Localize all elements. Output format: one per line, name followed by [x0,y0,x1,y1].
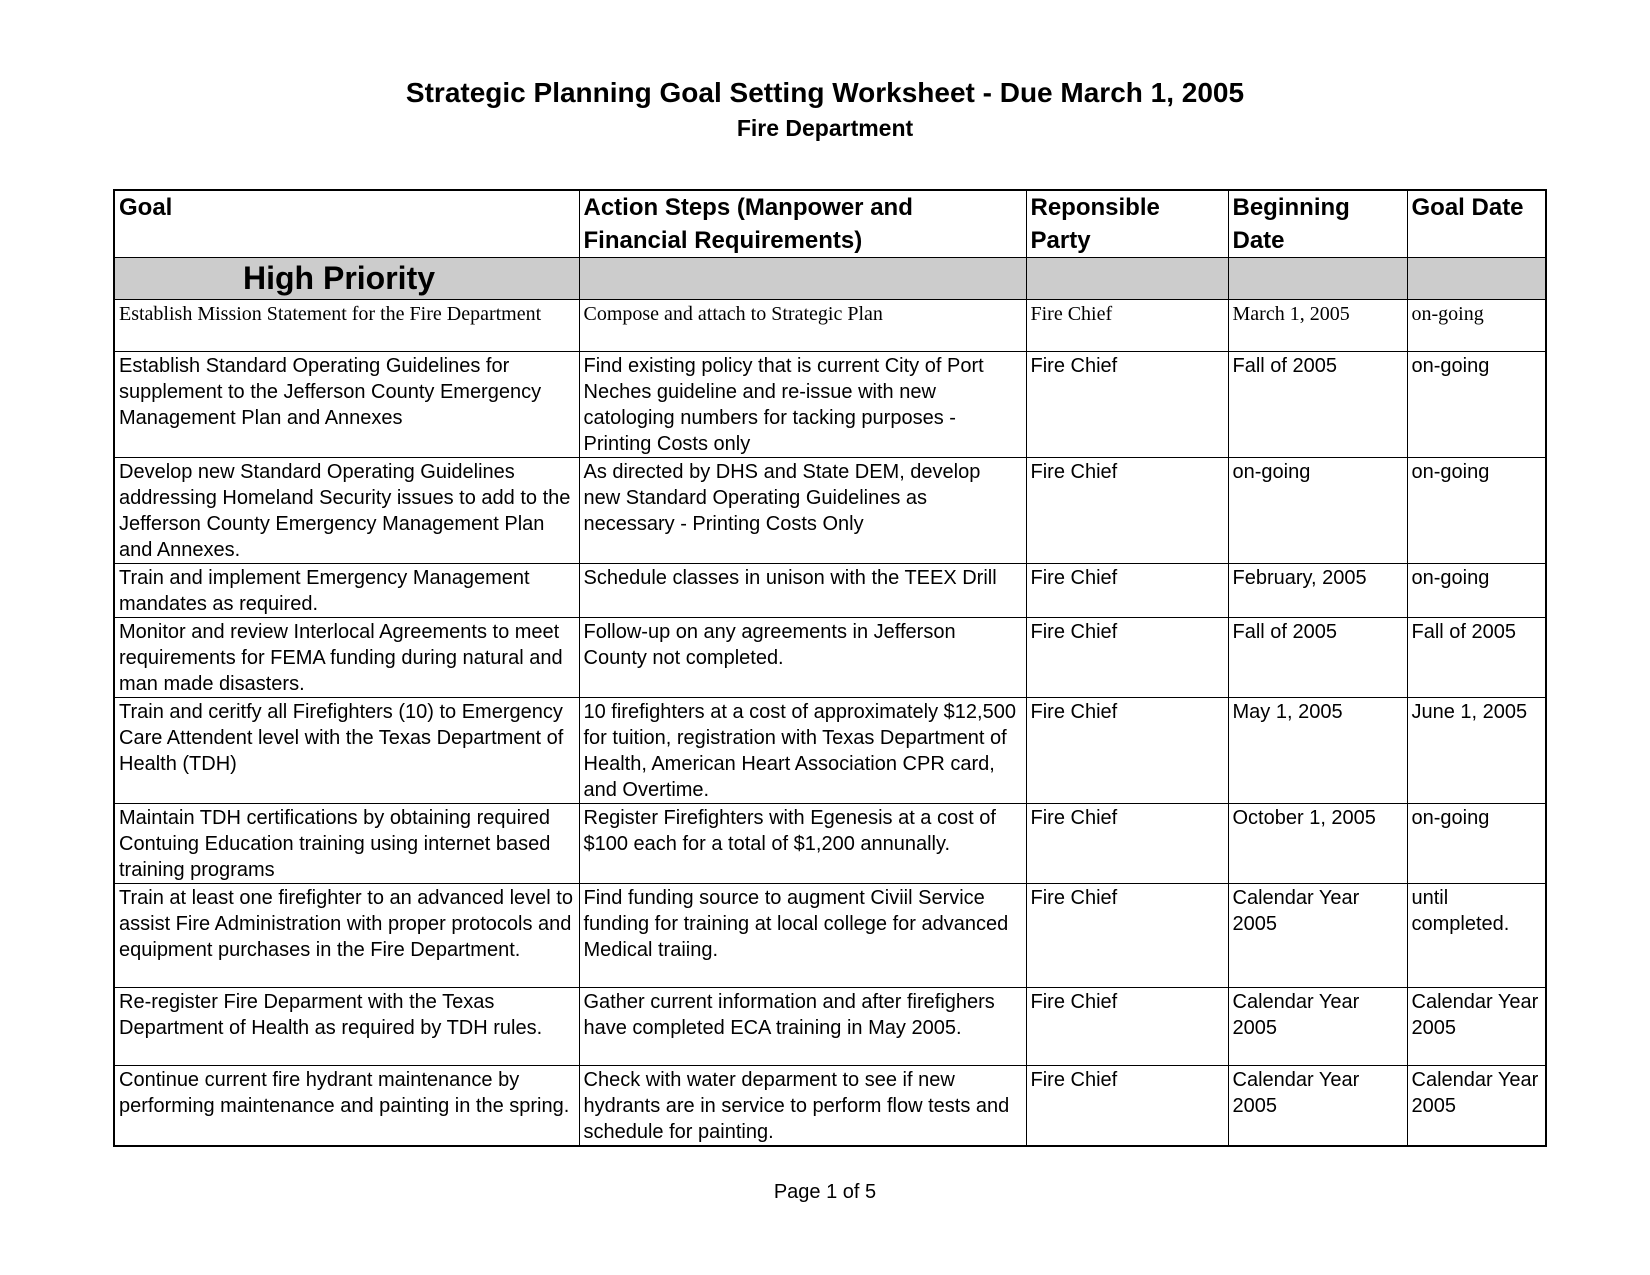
begin-date-cell: May 1, 2005 [1228,698,1407,804]
section-row-high-priority [114,258,1546,300]
action-cell: Register Firefighters with Egenesis at a cost of $100 each for a total of $1,200 annunally. [579,804,1026,884]
party-cell: Fire Chief [1026,698,1228,804]
table-row [114,300,1546,352]
header-goal: Goal [114,190,579,258]
goal-worksheet-table [113,189,1547,1147]
begin-date-cell: Calendar Year 2005 [1228,988,1407,1066]
party-cell: Fire Chief [1026,352,1228,458]
header-beginning-date: Beginning Date [1228,190,1407,258]
party-cell: Fire Chief [1026,564,1228,618]
table-row [114,884,1546,988]
section-empty-cell [1228,258,1407,300]
begin-date-cell: Calendar Year 2005 [1228,884,1407,988]
goal-date-cell: on-going [1407,564,1546,618]
goal-cell: Train and ceritfy all Firefighters (10) to Emergency Care Attendent level with the Texas Department of Health (TDH) [114,698,579,804]
goal-date-cell: until completed. [1407,884,1546,988]
action-cell: As directed by DHS and State DEM, develop new Standard Operating Guidelines as necessary - Printing Costs Only [579,458,1026,564]
party-cell: Fire Chief [1026,804,1228,884]
action-cell: Follow-up on any agreements in Jefferson County not completed. [579,618,1026,698]
goal-date-cell: Calendar Year 2005 [1407,988,1546,1066]
goal-cell: Establish Mission Statement for the Fire Department [114,300,579,352]
section-empty-cell [579,258,1026,300]
goal-cell: Establish Standard Operating Guidelines for supplement to the Jefferson County Emergency Management Plan and Annexes [114,352,579,458]
section-label: High Priority [243,260,436,296]
table-row [114,458,1546,564]
goal-date-cell: on-going [1407,352,1546,458]
table-row [114,1066,1546,1147]
party-cell: Fire Chief [1026,300,1228,352]
goal-cell: Re-register Fire Deparment with the Texas Department of Health as required by TDH rules. [114,988,579,1066]
party-cell: Fire Chief [1026,618,1228,698]
table-row [114,352,1546,458]
party-cell: Fire Chief [1026,884,1228,988]
goal-cell: Train and implement Emergency Management mandates as required. [114,564,579,618]
header-row [114,190,1546,258]
section-empty-cell [1407,258,1546,300]
action-cell: Check with water deparment to see if new hydrants are in service to perform flow tests and schedule for painting. [579,1066,1026,1147]
goal-cell: Monitor and review Interlocal Agreements to meet requirements for FEMA funding during natural and man made disasters. [114,618,579,698]
goal-date-cell: June 1, 2005 [1407,698,1546,804]
action-cell: Gather current information and after firefighers have completed ECA training in May 2005. [579,988,1026,1066]
party-cell: Fire Chief [1026,988,1228,1066]
action-cell: Schedule classes in unison with the TEEX Drill [579,564,1026,618]
goal-date-cell: Fall of 2005 [1407,618,1546,698]
begin-date-cell: October 1, 2005 [1228,804,1407,884]
goal-cell: Continue current fire hydrant maintenance by performing maintenance and painting in the spring. [114,1066,579,1147]
begin-date-cell: March 1, 2005 [1228,300,1407,352]
table-row [114,564,1546,618]
goal-date-cell: on-going [1407,804,1546,884]
section-label-cell [114,258,579,300]
table-row [114,698,1546,804]
action-cell: Find funding source to augment Civiil Service funding for training at local college for advanced Medical traiing. [579,884,1026,988]
action-cell: Compose and attach to Strategic Plan [579,300,1026,352]
goal-date-cell: Calendar Year 2005 [1407,1066,1546,1147]
begin-date-cell: Fall of 2005 [1228,618,1407,698]
begin-date-cell: Calendar Year 2005 [1228,1066,1407,1147]
header-goal-date: Goal Date [1407,190,1546,258]
goal-cell: Maintain TDH certifications by obtaining required Contuing Education training using internet based training programs [114,804,579,884]
goal-date-cell: on-going [1407,458,1546,564]
table-row [114,804,1546,884]
table-row [114,988,1546,1066]
header-responsible-party: Reponsible Party [1026,190,1228,258]
page-number: Page 1 of 5 [773,1181,877,1203]
page-title: Strategic Planning Goal Setting Worksheet - Due March 1, 2005 [405,77,1245,108]
table-row [114,618,1546,698]
action-cell: Find existing policy that is current City of Port Neches guideline and re-issue with new catologing numbers for tacking purposes - Printing Costs only [579,352,1026,458]
goal-date-cell: on-going [1407,300,1546,352]
begin-date-cell: February, 2005 [1228,564,1407,618]
section-empty-cell [1026,258,1228,300]
party-cell: Fire Chief [1026,1066,1228,1147]
goal-cell: Train at least one firefighter to an advanced level to assist Fire Administration with proper protocols and equipment purchases in the Fire Department. [114,884,579,988]
party-cell: Fire Chief [1026,458,1228,564]
page-subtitle: Fire Department [736,115,914,141]
action-cell: 10 firefighters at a cost of approximately $12,500 for tuition, registration with Texas Department of Health, American Heart Association CPR card, and Overtime. [579,698,1026,804]
goal-cell: Develop new Standard Operating Guidelines addressing Homeland Security issues to add to the Jefferson County Emergency Management Plan and Annexes. [114,458,579,564]
begin-date-cell: on-going [1228,458,1407,564]
header-action-steps: Action Steps (Manpower and Financial Requirements) [579,190,1026,258]
begin-date-cell: Fall of 2005 [1228,352,1407,458]
